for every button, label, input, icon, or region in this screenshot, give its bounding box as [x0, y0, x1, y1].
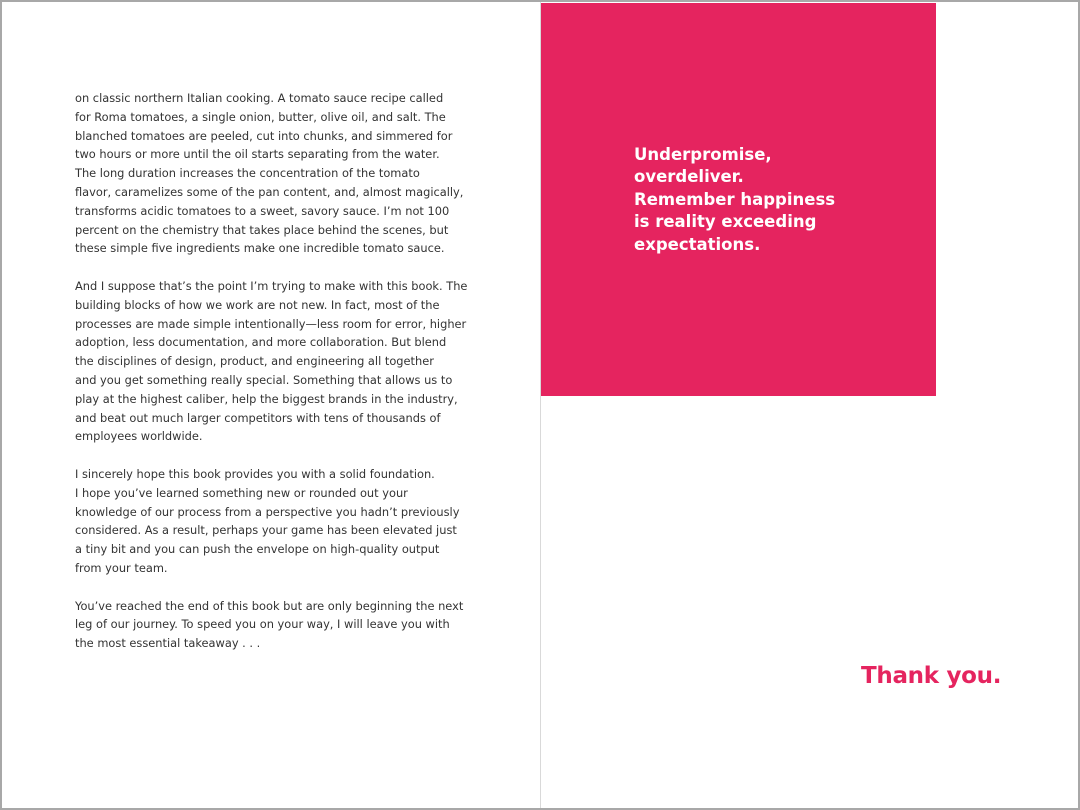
closing-thank-you: Thank you.: [861, 663, 1002, 689]
body-text-line: employees worldwide.: [75, 429, 203, 444]
body-text-line: and you get something really special. Something that allows us to: [75, 372, 453, 387]
body-text-line: the most essential takeaway . . .: [75, 636, 261, 651]
body-text-line: from your team.: [75, 560, 168, 575]
body-text-line: leg of our journey. To speed you on your way, I will leave you with: [75, 617, 450, 632]
callout-line: Underpromise,: [634, 145, 772, 164]
body-text-line: building blocks of how we work are not new. In fact, most of the: [75, 297, 440, 312]
body-text-line: flavor, caramelizes some of the pan content, and, almost magically,: [75, 184, 464, 199]
body-text-line: considered. As a result, perhaps your game has been elevated just: [75, 523, 457, 538]
callout-line: expectations.: [634, 234, 761, 254]
body-text-line: the disciplines of design, product, and engineering all together: [75, 354, 434, 369]
body-text-line: a tiny bit and you can push the envelope on high-quality output: [75, 542, 440, 557]
callout-line: overdeliver.: [634, 167, 744, 187]
body-text-line: I sincerely hope this book provides you with a solid foundation.: [75, 466, 435, 481]
body-text-line: You’ve reached the end of this book but are only beginning the next: [75, 598, 464, 613]
body-text-line: these simple five ingredients make one incredible tomato sauce.: [75, 241, 445, 256]
left-page-body-text: [75, 89, 468, 653]
body-text-line: blanched tomatoes are peeled, cut into chunks, and simmered for: [75, 128, 453, 143]
body-paragraph: [75, 89, 464, 258]
body-text-line: adoption, less documentation, and more collaboration. But blend: [75, 335, 447, 350]
body-text-line: I hope you’ve learned something new or rounded out your: [75, 485, 408, 500]
body-text-line: for Roma tomatoes, a single onion, butter, olive oil, and salt. The: [75, 109, 446, 124]
body-text-line: transforms acidic tomatoes to a sweet, savory sauce. I’m not 100: [75, 203, 450, 218]
body-paragraph: [75, 465, 460, 578]
body-text-line: two hours or more until the oil starts separating from the water.: [75, 147, 440, 162]
body-paragraph: [75, 277, 468, 446]
body-text-line: percent on the chemistry that takes place behind the scenes, but: [75, 222, 449, 237]
body-text-line: The long duration increases the concentration of the tomato: [75, 166, 420, 181]
callout-line: is reality exceeding: [634, 212, 817, 232]
body-text-line: play at the highest caliber, help the biggest brands in the industry,: [75, 391, 458, 406]
callout-line: Remember happiness: [634, 189, 836, 209]
body-text-line: processes are made simple intentionally—less room for error, higher: [75, 316, 467, 331]
body-paragraph: [75, 597, 464, 653]
body-text-line: and beat out much larger competitors with tens of thousands of: [75, 410, 441, 425]
body-text-line: knowledge of our process from a perspective you hadn’t previously: [75, 504, 460, 519]
callout-box: [541, 3, 936, 396]
callout-quote: [634, 144, 924, 256]
body-text-line: And I suppose that’s the point I’m trying to make with this book. The: [75, 278, 468, 293]
body-text-line: on classic northern Italian cooking. A tomato sauce recipe called: [75, 91, 444, 105]
